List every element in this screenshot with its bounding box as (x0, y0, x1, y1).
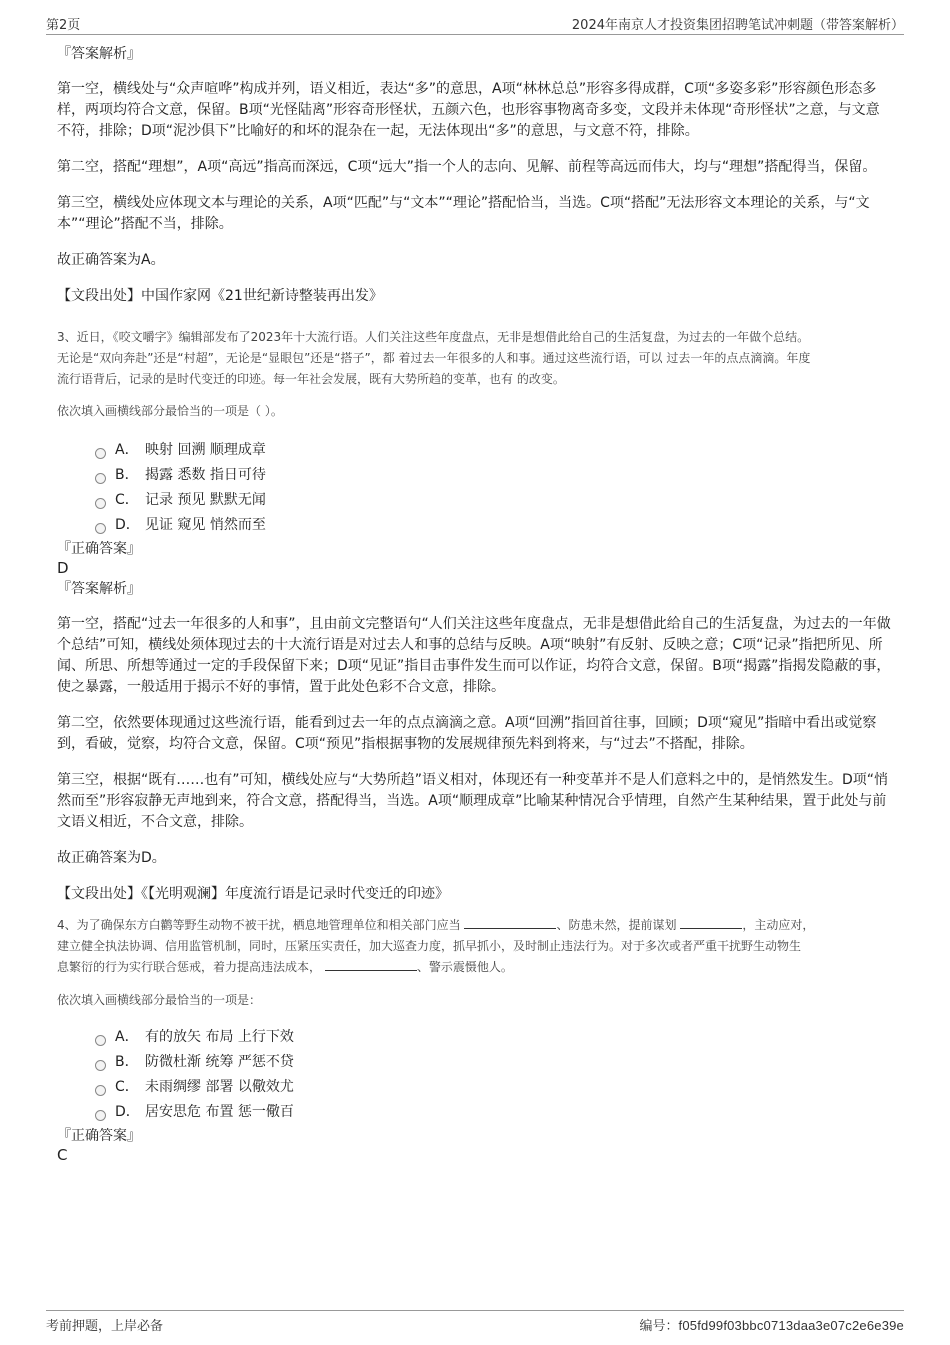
q4-options (95, 1025, 892, 1125)
q3-analysis-p3: 第三空，根据“既有……也有”可知，横线处应与“大势所趋”语义相对，体现还有一种变革并不是人们意料之中的，是悄然发生。D项“悄然而至”形容寂静无声地到来，符合文意，搭配得当，当选。A项“顺理成章”比喻某种情况合乎情理，自然产生某种结果，置于此处与前文语义相近，不合文意，排除。 (57, 772, 889, 830)
q3-option-d[interactable]: D． 见证 窥见 悄然而至 (95, 513, 892, 538)
q2-analysis-p1: 第一空，横线处与“众声喧哗”构成并列，语义相近，表达“多”的意思，A项“林林总总”形容多得成群，C项“多姿多彩”形容颜色形态多样，两项均符合文意，保留。B项“光怪陆离”形容奇形怪状，五颜六色，也形容事物离奇多变，文段并未体现“奇形怪状”之意，与文意不符，排除；D项“泥沙俱下”比喻好的和坏的混杂在一起，无法体现出“多”的意思，与文意不符，排除。 (57, 81, 880, 139)
q3-option-b[interactable]: B． 揭露 悉数 指日可待 (95, 463, 892, 488)
q3-option-a[interactable]: A． 映射 回溯 顺理成章 (95, 438, 892, 463)
q3-answer-label: 『正确答案』 (57, 541, 141, 557)
question-4 (57, 915, 892, 1164)
document-title: 2024年南京人才投资集团招聘笔试冲刺题（带答案解析） (571, 18, 904, 33)
q4-option-c[interactable]: C． 未雨绸缪 部署 以儆效尤 (95, 1075, 892, 1100)
radio-icon[interactable] (95, 1060, 106, 1071)
radio-icon[interactable] (95, 1110, 106, 1121)
q2-analysis-p2: 第二空，搭配“理想”，A项“高远”指高而深远，C项“远大”指一个人的志向、见解、前程等高远而伟大，均与“理想”搭配得当，保留。 (57, 159, 877, 175)
q3-analysis-p2: 第二空，依然要体现通过这些流行语，能看到过去一年的点点滴滴之意。A项“回溯”指回首往事，回顾；D项“窥见”指暗中看出或觉察到，看破，觉察，均符合文意，保留。C项“预见”指根据事物的发展规律预先料到将来，与“过去”不搭配，排除。 (57, 715, 877, 752)
q3-conclusion: 故正确答案为D。 (57, 850, 166, 866)
q4-stem-line-1: 4、为了确保东方白鹳等野生动物不被干扰，栖息地管理单位和相关部门应当 、防患未然，提前谋划 ，主动应对， (57, 918, 815, 932)
q2-analysis-p3: 第三空，横线处应体现文本与理论的关系，A项“匹配”与“文本”“理论”搭配恰当，当选。C项“搭配”无法形容文本理论的关系，与“文本”“理论”搭配不当，排除。 (57, 195, 870, 232)
radio-icon[interactable] (95, 1085, 106, 1096)
question-3 (57, 327, 892, 905)
q4-answer-label: 『正确答案』 (57, 1128, 141, 1144)
q4-stem-line-3: 息繁衍的行为实行联合惩戒，着力提高违法成本， 、警示震慑他人。 (57, 960, 513, 974)
fill-blank (464, 916, 556, 929)
radio-icon[interactable] (95, 448, 106, 459)
q4-answer: C (57, 1146, 68, 1164)
q2-conclusion: 故正确答案为A。 (57, 252, 165, 268)
q2-source: 【文段出处】中国作家网《21世纪新诗整装再出发》 (57, 288, 383, 304)
q3-options (95, 438, 892, 538)
radio-icon[interactable] (95, 473, 106, 484)
q3-answer: D (57, 559, 69, 577)
fill-blank (680, 916, 742, 929)
page-footer (46, 1310, 904, 1334)
q3-source: 【文段出处】《【光明观澜】年度流行语是记录时代变迁的印迹》 (57, 886, 449, 902)
q3-option-c[interactable]: C． 记录 预见 默默无闻 (95, 488, 892, 513)
q3-stem-line: 3、近日，《咬文嚼字》编辑部发布了2023年十大流行语。人们关注这些年度盘点，无非是想借此给自己的生活复盘，为过去的一年做个总结。 (57, 330, 810, 344)
footer-code: 编号：f05fd99f03bbc0713daa3e07c2e6e39e (639, 1318, 904, 1334)
q3-analysis-label: 『答案解析』 (57, 581, 141, 597)
radio-icon[interactable] (95, 523, 106, 534)
q2-analysis-label: 『答案解析』 (57, 46, 141, 62)
q3-stem-line: 无论是“双向奔赴”还是“村超”，无论是“显眼包”还是“搭子”，都 着过去一年很多的人和事。通过这些流行语，可以 过去一年的点点滴滴。年度 (57, 351, 811, 365)
q4-option-a[interactable]: A． 有的放矢 布局 上行下效 (95, 1025, 892, 1050)
q3-prompt: 依次填入画横线部分最恰当的一项是（ ）。 (57, 404, 283, 418)
footer-slogan: 考前押题，上岸必备 (46, 1319, 164, 1334)
q4-stem-line-2: 建立健全执法协调、信用监管机制，同时，压紧压实责任，加大巡查力度，抓早抓小，及时制止违法行为。对于多次或者严重干扰野生动物生 (57, 939, 802, 953)
q4-prompt: 依次填入画横线部分最恰当的一项是： (57, 993, 262, 1007)
q4-option-d[interactable]: D． 居安思危 布置 惩一儆百 (95, 1100, 892, 1125)
q4-option-b[interactable]: B． 防微杜渐 统筹 严惩不贷 (95, 1050, 892, 1075)
radio-icon[interactable] (95, 498, 106, 509)
q3-analysis-p1: 第一空，搭配“过去一年很多的人和事”，且由前文完整语句“人们关注这些年度盘点，无非是想借此给自己的生活复盘，为过去的一年做个总结”可知，横线处须体现过去的十大流行语是对过去人和事的总结与反映。A项“映射”有反射、反映之意；C项“记录”指把所见、所闻、所思、所想等通过一定的手段保留下来；D项“见证”指目击事件发生而可以作证，均符合文意，保留。B项“揭露”指揭发隐蔽的事，使之暴露，一般适用于揭示不好的事情，置于此处色彩不合文意，排除。 (57, 616, 891, 695)
page-header (46, 14, 904, 35)
fill-blank (325, 958, 417, 971)
main-content (57, 44, 892, 1164)
q3-stem-line: 流行语背后，记录的是时代变迁的印迹。每一年社会发展，既有大势所趋的变革，也有 的改变。 (57, 372, 565, 386)
radio-icon[interactable] (95, 1035, 106, 1046)
page-number: 第2页 (46, 18, 81, 33)
